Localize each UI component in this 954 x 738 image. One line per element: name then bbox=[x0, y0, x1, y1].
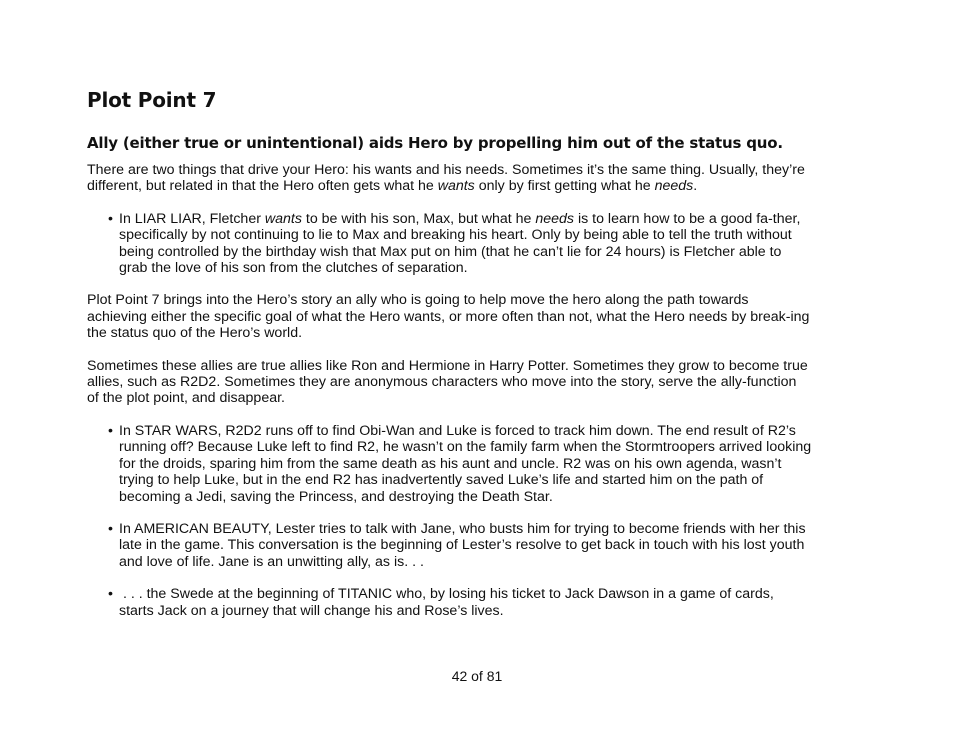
bullet-glyph: • bbox=[108, 422, 113, 439]
intro-emphasis-wants: wants bbox=[437, 178, 475, 195]
liar-emphasis-needs: needs bbox=[535, 210, 575, 227]
intro-paragraph bbox=[87, 162, 812, 195]
bullet-glyph: • bbox=[108, 586, 113, 603]
intro-text-3: . bbox=[693, 178, 698, 195]
page-number: 42 of 81 bbox=[451, 668, 503, 684]
example-text: In STAR WARS, R2D2 runs off to find Obi-Wan and Luke is forced to track him down. The end result of R2’s running off? Because Luke left to find R2, he wasn’t on the family farm when the Stormtroopers arrived looking for the droids, sparing him from the same death as his aunt and uncle. R2 was on his own agenda, wasn’t trying to help Luke, but in the end R2 has inadvertently saved Luke’s life and started him on the path of becoming a Jedi, saving the Princess, and destroying the Death Star. bbox=[119, 422, 812, 505]
intro-text-2: only by first getting what he bbox=[474, 178, 655, 195]
liar-emphasis-wants: wants bbox=[264, 210, 302, 227]
list-item bbox=[87, 423, 812, 505]
intro-text-1: There are two things that drive your Hero: his wants and his needs. Sometimes it’s the same thing. Usually, they’re different, but related in that the Hero often gets what he bbox=[87, 162, 805, 195]
section-subtitle: Ally (either true or unintentional) aids Hero by propelling him out of the status quo. bbox=[87, 134, 783, 152]
liar-liar-list bbox=[87, 211, 812, 277]
document-page bbox=[87, 86, 812, 635]
liar-text-2: to be with his son, Max, but what he bbox=[301, 210, 536, 227]
list-item bbox=[87, 521, 812, 570]
example-text: In AMERICAN BEAUTY, Lester tries to talk with Jane, who busts him for trying to become friends with her this late in the game. This conversation is the beginning of Lester’s resolve to get back in touch with his lost youth and love of life. Jane is an unwitting ally, as is. . . bbox=[119, 520, 806, 570]
plot-point-paragraph: Plot Point 7 brings into the Hero’s story an ally who is going to help move the hero along the path towards achieving either the specific goal of what the Hero wants, or more often than not, what the Hero needs by break-ing the status quo of the Hero’s world. bbox=[87, 292, 810, 342]
intro-emphasis-needs: needs bbox=[654, 178, 694, 195]
bullet-glyph: • bbox=[108, 210, 113, 227]
bullet-glyph: • bbox=[108, 520, 113, 537]
page-title: Plot Point 7 bbox=[87, 88, 217, 112]
example-text: . . . the Swede at the beginning of TITANIC who, by losing his ticket to Jack Dawson in a game of cards, starts Jack on a journey that will change his and Rose’s lives. bbox=[119, 586, 778, 619]
allies-paragraph: Sometimes these allies are true allies like Ron and Hermione in Harry Potter. Sometimes they grow to become true allies, such as R2D2. Sometimes they are anonymous characters who move into the story, serve the ally-function of the plot point, and disappear. bbox=[87, 357, 808, 407]
liar-text-3: is to learn how to be a good fa-ther, specifically by not continuing to lie to Max and breaking his heart. Only by being able to tell the truth without being controlled by the birthday wish that Max put on him (that he can’t lie for 24 hours) is Fletcher able to grab the love of his son from the clutches of separation. bbox=[119, 210, 801, 277]
liar-text-1: In LIAR LIAR, Fletcher bbox=[119, 210, 265, 227]
list-item bbox=[87, 211, 812, 277]
list-item bbox=[87, 586, 812, 619]
examples-list bbox=[87, 423, 812, 619]
